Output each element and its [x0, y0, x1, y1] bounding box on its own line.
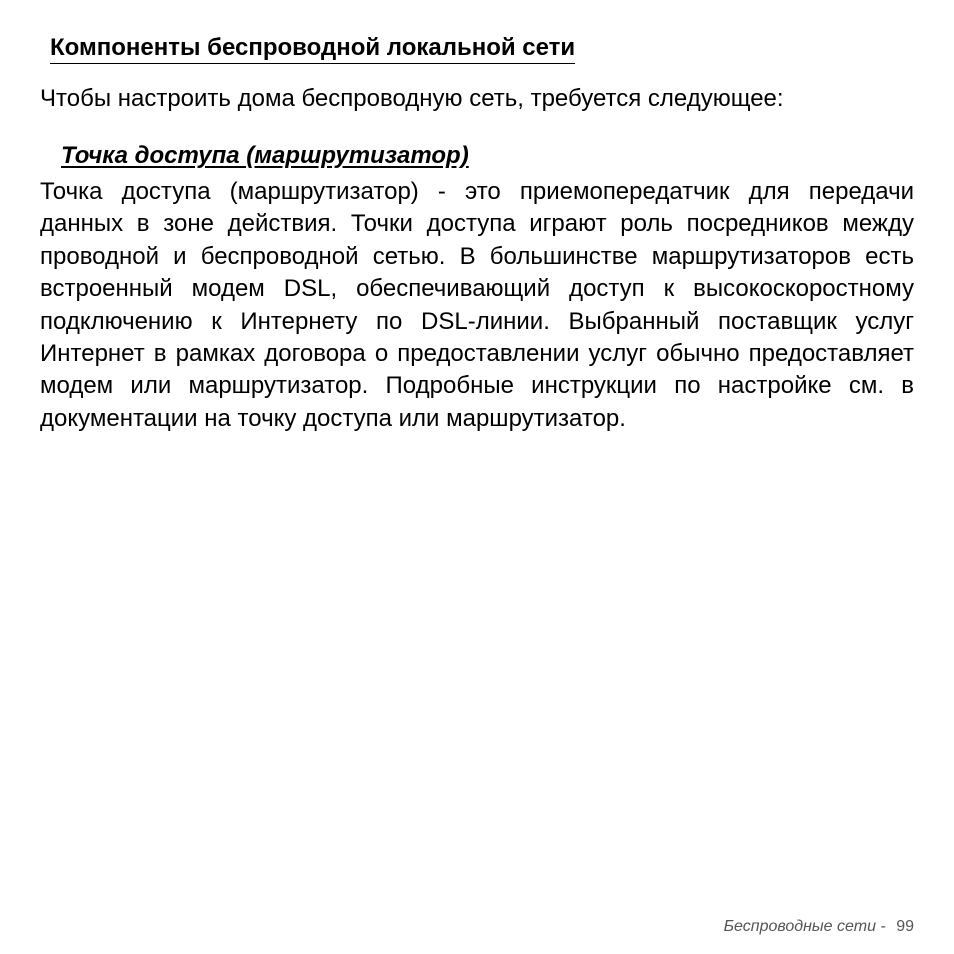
access-point-description: Точка доступа (маршрутизатор) - это приемопередатчик для передачи данных в зоне действия. Точки доступа играют роль посредников между проводной и беспроводной сетью. В большинстве маршрутизаторов есть встроенный модем DSL, обеспечивающий доступ к высокоскоростному подключению к Интернету по DSL-линии. Выбранный поставщик услуг Интернет в рамках договора о предоставлении услуг обычно предоставляет модем или маршрутизатор. Подробные инструкции по настройке см. в документации на точку доступа или маршрутизатор.	[40, 178, 914, 432]
page-footer	[724, 917, 914, 937]
footer-chapter-label: Беспроводные сети -	[723, 918, 886, 935]
page-number: 99	[896, 918, 914, 935]
intro-paragraph: Чтобы настроить дома беспроводную сеть, требуется следующее:	[40, 85, 784, 112]
section-title: Компоненты беспроводной локальной сети	[50, 33, 575, 64]
access-point-heading: Точка доступа (маршрутизатор)	[61, 142, 469, 169]
